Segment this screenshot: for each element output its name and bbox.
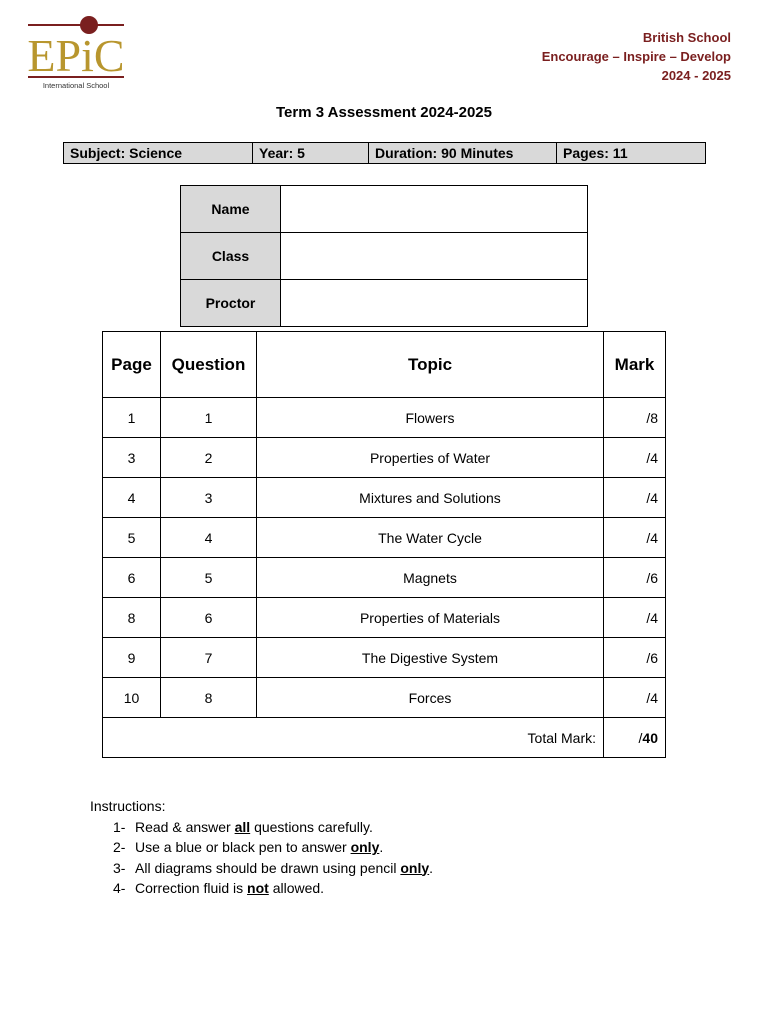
proctor-field[interactable]	[281, 280, 588, 327]
instruction-text: .	[379, 839, 384, 855]
instruction-text: Correction fluid is	[135, 880, 248, 896]
row-question: 7	[161, 638, 257, 678]
col-header-page: Page	[103, 332, 161, 398]
total-mark-value	[604, 718, 666, 758]
class-label: Class	[181, 233, 281, 280]
instruction-number: 2-	[113, 839, 126, 855]
school-logo	[26, 13, 126, 93]
instruction-text: allowed.	[268, 880, 325, 896]
logo-subtitle: International School	[42, 81, 110, 90]
instruction-number: 3-	[113, 859, 126, 876]
row-topic: Magnets	[257, 558, 604, 598]
row-question: 8	[161, 678, 257, 718]
total-mark-number: 40	[642, 729, 658, 746]
row-topic: Forces	[257, 678, 604, 718]
row-question: 2	[161, 438, 257, 478]
marks-table	[102, 331, 666, 758]
student-details-table	[180, 185, 588, 327]
instruction-text: All diagrams should be drawn using pencil	[135, 859, 401, 876]
instructions-heading: Instructions:	[90, 798, 166, 814]
subject-cell: Subject: Science	[64, 143, 253, 164]
instruction-item	[113, 837, 433, 858]
row-page: 3	[103, 438, 161, 478]
total-mark-prefix: /	[638, 729, 643, 746]
row-mark: /4	[604, 678, 666, 718]
row-topic: Mixtures and Solutions	[257, 478, 604, 518]
row-mark: /4	[604, 478, 666, 518]
duration-cell: Duration: 90 Minutes	[369, 143, 557, 164]
row-topic: Properties of Water	[257, 438, 604, 478]
row-mark: /4	[604, 598, 666, 638]
table-row	[103, 598, 666, 638]
pages-cell: Pages: 11	[557, 143, 706, 164]
marks-header-row	[103, 332, 666, 398]
assessment-info-table	[63, 142, 706, 164]
student-row-name	[181, 186, 588, 233]
year-cell: Year: 5	[253, 143, 369, 164]
row-page: 5	[103, 518, 161, 558]
logo-wordmark: EPiC	[27, 30, 125, 81]
row-topic: The Digestive System	[257, 638, 604, 678]
school-header	[542, 28, 731, 85]
class-field[interactable]	[281, 233, 588, 280]
row-page: 4	[103, 478, 161, 518]
row-mark: /4	[604, 518, 666, 558]
row-topic: Properties of Materials	[257, 598, 604, 638]
instruction-text: .	[429, 859, 434, 876]
row-page: 1	[103, 398, 161, 438]
instruction-emphasis: not	[247, 880, 269, 896]
instruction-item	[113, 878, 433, 899]
row-question: 1	[161, 398, 257, 438]
instruction-item	[113, 817, 433, 838]
row-question: 6	[161, 598, 257, 638]
instruction-number: 4-	[113, 880, 126, 896]
row-mark: /6	[604, 638, 666, 678]
table-row	[103, 518, 666, 558]
instructions-list	[90, 817, 433, 899]
table-row	[103, 478, 666, 518]
instruction-item	[113, 858, 434, 879]
student-row-proctor	[181, 280, 588, 327]
row-mark: /8	[604, 398, 666, 438]
col-header-mark: Mark	[604, 332, 666, 398]
instruction-text: Read & answer	[135, 818, 235, 835]
row-question: 5	[161, 558, 257, 598]
total-mark-label: Total Mark:	[103, 718, 604, 758]
name-field[interactable]	[281, 186, 588, 233]
school-name: British School	[642, 30, 731, 45]
instruction-text: Use a blue or black pen to answer	[135, 839, 351, 855]
proctor-label: Proctor	[181, 280, 281, 327]
name-label: Name	[181, 186, 281, 233]
instruction-emphasis: all	[234, 818, 251, 835]
col-header-question: Question	[161, 332, 257, 398]
table-row	[103, 398, 666, 438]
col-header-topic: Topic	[257, 332, 604, 398]
row-question: 4	[161, 518, 257, 558]
row-page: 10	[103, 678, 161, 718]
school-years: 2024 - 2025	[661, 68, 731, 83]
student-row-class	[181, 233, 588, 280]
table-row	[103, 558, 666, 598]
table-row	[103, 638, 666, 678]
row-page: 9	[103, 638, 161, 678]
page-title: Term 3 Assessment 2024-2025	[276, 104, 492, 121]
instruction-emphasis: only	[350, 839, 380, 855]
row-question: 3	[161, 478, 257, 518]
instruction-text: questions carefully.	[250, 818, 373, 835]
row-mark: /4	[604, 438, 666, 478]
table-row	[103, 678, 666, 718]
row-page: 8	[103, 598, 161, 638]
row-topic: The Water Cycle	[257, 518, 604, 558]
total-row	[103, 718, 666, 758]
instructions	[90, 796, 433, 899]
row-mark: /6	[604, 558, 666, 598]
instruction-emphasis: only	[400, 859, 430, 876]
table-row	[103, 438, 666, 478]
school-motto: Encourage – Inspire – Develop	[541, 49, 731, 64]
instruction-number: 1-	[113, 818, 126, 835]
row-page: 6	[103, 558, 161, 598]
row-topic: Flowers	[257, 398, 604, 438]
